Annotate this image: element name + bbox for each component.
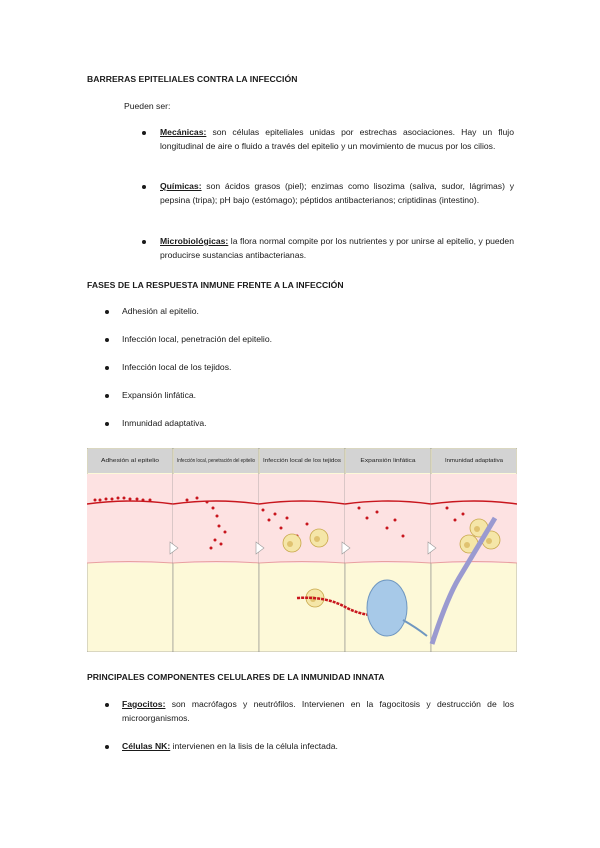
microbe-dot bbox=[446, 507, 449, 510]
microbe-dot bbox=[136, 498, 139, 501]
microbe-dot bbox=[149, 499, 152, 502]
panel-title: Infección local, penetración del epitelio bbox=[177, 458, 256, 464]
panel-title: Expansión linfática bbox=[360, 458, 416, 464]
microbe-dot bbox=[262, 509, 265, 512]
panel-title: Infección local de los tejidos bbox=[263, 458, 342, 464]
phase-item: Expansión linfática. bbox=[122, 390, 197, 400]
tissue-layer bbox=[173, 501, 259, 563]
microbe-dot bbox=[123, 497, 126, 500]
microbe-dot bbox=[212, 507, 215, 510]
phagocyte-nucleus bbox=[464, 542, 470, 548]
surface-layer bbox=[345, 474, 431, 504]
microbe-dot bbox=[210, 547, 213, 550]
microbe-dot bbox=[280, 527, 283, 530]
phagocyte-nucleus bbox=[287, 541, 293, 547]
intro-text: Pueden ser: bbox=[124, 101, 171, 111]
microbe-dot bbox=[218, 525, 221, 528]
bullet-icon bbox=[142, 185, 146, 189]
microbe-dot bbox=[462, 513, 465, 516]
tissue-layer bbox=[87, 501, 173, 563]
item-text: la flora normal compite por los nutrientes y por unirse al epitelio, y pueden producirse sustancias antibacterianas. bbox=[160, 236, 514, 260]
panel-title: Adhesión al epitelio bbox=[101, 458, 160, 464]
microbe-dot bbox=[454, 519, 457, 522]
tissue-layer bbox=[345, 501, 431, 563]
microbe-dot bbox=[111, 498, 114, 501]
microbe-dot bbox=[117, 497, 120, 500]
surface-layer bbox=[259, 474, 345, 504]
microbe-dot bbox=[105, 498, 108, 501]
microbe-dot bbox=[306, 523, 309, 526]
phase-item: Adhesión al epitelio. bbox=[122, 306, 199, 316]
term-label: Células NK: bbox=[122, 741, 171, 751]
surface-layer bbox=[431, 474, 517, 504]
bullet-icon bbox=[142, 131, 146, 135]
microbe-dot bbox=[206, 501, 209, 504]
term-label: Microbiológicas: bbox=[160, 236, 229, 246]
microbe-dot bbox=[376, 511, 379, 514]
microbe-dot bbox=[274, 513, 277, 516]
microbe-dot bbox=[99, 499, 102, 502]
bullet-icon bbox=[105, 703, 109, 707]
microbe-dot bbox=[358, 507, 361, 510]
section-heading-componentes: PRINCIPALES COMPONENTES CELULARES DE LA INMUNIDAD INNATA bbox=[87, 672, 385, 682]
item-text: son células epiteliales unidas por estrechas asociaciones. Hay un flujo longitudinal de aire o fluido a través del epitelio y un movimiento de mucus por los cilios. bbox=[160, 127, 514, 151]
diagram-panel bbox=[87, 448, 173, 652]
bullet-icon bbox=[105, 394, 109, 398]
diagram-svg bbox=[87, 448, 517, 652]
phagocyte-nucleus bbox=[314, 536, 320, 542]
bullet-icon bbox=[105, 338, 109, 342]
microbe-dot bbox=[129, 498, 132, 501]
diagram-panel bbox=[173, 448, 259, 652]
item-text: intervienen en la lisis de la célula infectada. bbox=[170, 741, 338, 751]
item-text: son macrófagos y neutrófilos. Intervienen en la fagocitosis y destrucción de los microorganismos. bbox=[122, 699, 514, 723]
microbe-dot bbox=[386, 527, 389, 530]
microbe-dot bbox=[268, 519, 271, 522]
microbe-dot bbox=[286, 517, 289, 520]
microbe-dot bbox=[186, 499, 189, 502]
item-text: son ácidos grasos (piel); enzimas como lisozima (saliva, sudor, lágrimas) y pepsina (tripa); pH bajo (estómago); péptidos antibacterianos; criptidinas (intestino). bbox=[160, 181, 514, 205]
microbe-dot bbox=[142, 499, 145, 502]
list-item-microbiologicas bbox=[160, 235, 514, 262]
term-label: Mecánicas: bbox=[160, 127, 207, 137]
panel-title: Inmunidad adaptativa bbox=[445, 458, 504, 464]
term-label: Fagocitos: bbox=[122, 699, 166, 709]
diagram-panel bbox=[259, 448, 345, 652]
microbe-dot bbox=[216, 515, 219, 518]
list-item-mecanicas bbox=[160, 126, 514, 153]
lymph-node bbox=[367, 580, 407, 636]
bullet-icon bbox=[105, 310, 109, 314]
bullet-icon bbox=[105, 366, 109, 370]
infection-phases-diagram bbox=[87, 448, 517, 652]
list-item-fagocitos bbox=[122, 698, 514, 725]
section-heading-fases: FASES DE LA RESPUESTA INMUNE FRENTE A LA INFECCIÓN bbox=[87, 280, 344, 290]
microbe-dot bbox=[94, 499, 97, 502]
microbe-dot bbox=[394, 519, 397, 522]
list-item-quimicas bbox=[160, 180, 514, 207]
phase-item: Infección local de los tejidos. bbox=[122, 362, 232, 372]
bullet-icon bbox=[142, 240, 146, 244]
tissue-layer bbox=[259, 501, 345, 563]
bullet-icon bbox=[105, 422, 109, 426]
phagocyte-nucleus bbox=[486, 538, 492, 544]
phagocyte-nucleus bbox=[474, 526, 480, 532]
term-label: Químicas: bbox=[160, 181, 202, 191]
list-item-celulas-nk bbox=[122, 740, 514, 754]
section-heading-barreras: BARRERAS EPITELIALES CONTRA LA INFECCIÓN bbox=[87, 74, 298, 84]
microbe-dot bbox=[214, 539, 217, 542]
bullet-icon bbox=[105, 745, 109, 749]
microbe-dot bbox=[366, 517, 369, 520]
phase-item: Inmunidad adaptativa. bbox=[122, 418, 207, 428]
microbe-dot bbox=[224, 531, 227, 534]
phase-item: Infección local, penetración del epitelio. bbox=[122, 334, 273, 344]
microbe-dot bbox=[196, 497, 199, 500]
microbe-dot bbox=[402, 535, 405, 538]
microbe-dot bbox=[220, 543, 223, 546]
